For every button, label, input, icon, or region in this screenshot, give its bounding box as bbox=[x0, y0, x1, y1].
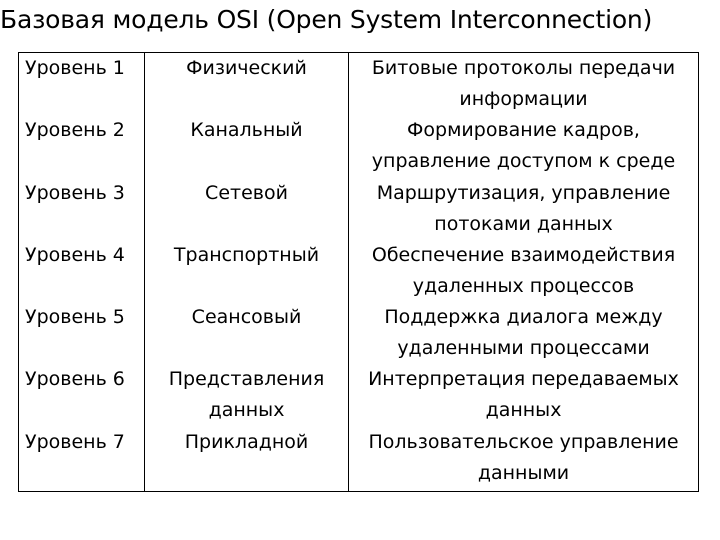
table-row bbox=[19, 53, 699, 116]
layer-name: Сетевой bbox=[145, 178, 349, 240]
layer-name: Сеансовый bbox=[145, 302, 349, 364]
layer-number: Уровень 3 bbox=[19, 178, 145, 240]
table-row bbox=[19, 178, 699, 240]
osi-table-container bbox=[18, 52, 698, 492]
table-row bbox=[19, 115, 699, 177]
layer-name: Прикладной bbox=[145, 427, 349, 492]
layer-function: Поддержка диалога между удаленными процессами bbox=[349, 302, 699, 364]
page-title: Базовая модель OSI (Open System Interconnection) bbox=[0, 5, 653, 34]
layer-number: Уровень 5 bbox=[19, 302, 145, 364]
table-row bbox=[19, 364, 699, 426]
layer-number: Уровень 6 bbox=[19, 364, 145, 426]
layer-number: Уровень 7 bbox=[19, 427, 145, 492]
layer-function: Обеспечение взаимодействия удаленных процессов bbox=[349, 240, 699, 302]
layer-number: Уровень 2 bbox=[19, 115, 145, 177]
layer-function: Пользовательское управление данными bbox=[349, 427, 699, 492]
layer-function: Маршрутизация, управление потоками данных bbox=[349, 178, 699, 240]
layer-function: Формирование кадров, управление доступом к среде bbox=[349, 115, 699, 177]
osi-layers-table bbox=[18, 52, 699, 492]
table-row bbox=[19, 427, 699, 492]
layer-name: Канальный bbox=[145, 115, 349, 177]
layer-function: Битовые протоколы передачи информации bbox=[349, 53, 699, 116]
layer-number: Уровень 1 bbox=[19, 53, 145, 116]
table-row bbox=[19, 302, 699, 364]
table-row bbox=[19, 240, 699, 302]
layer-name: Транспортный bbox=[145, 240, 349, 302]
layer-name: Представления данных bbox=[145, 364, 349, 426]
layer-function: Интерпретация передаваемых данных bbox=[349, 364, 699, 426]
layer-number: Уровень 4 bbox=[19, 240, 145, 302]
layer-name: Физический bbox=[145, 53, 349, 116]
